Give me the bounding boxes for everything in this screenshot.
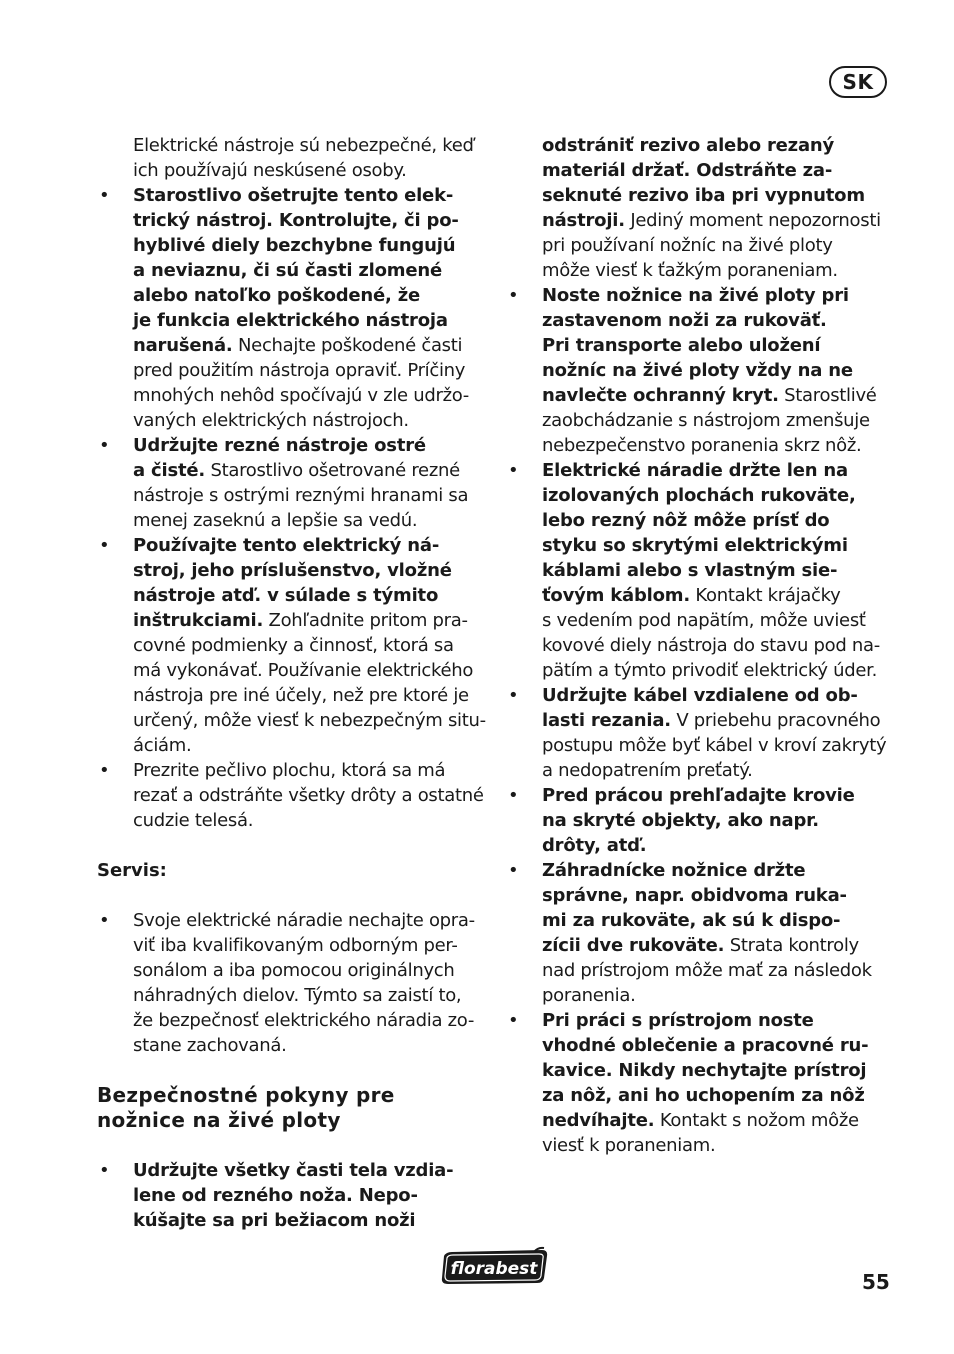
text-line	[133, 633, 477, 658]
text-line	[542, 933, 894, 958]
regular-text: covné podmienky a činnosť, ktorá sa	[133, 635, 454, 656]
text-line	[542, 208, 894, 233]
left-bullet-list	[97, 183, 486, 833]
intro-line: Elektrické nástroje sú nebezpečné, keď	[133, 135, 474, 156]
text-line	[133, 208, 477, 233]
bullet-dot-icon: •	[99, 1160, 110, 1181]
bullet-dot-icon: •	[99, 435, 110, 456]
bold-text: kavice. Nikdy nechytajte prístroj	[542, 1060, 867, 1081]
bold-text: a čisté.	[133, 460, 206, 481]
bullet-item	[97, 433, 477, 533]
text-line	[133, 233, 477, 258]
bold-text: lasti rezania.	[542, 710, 671, 731]
bullet-item	[97, 1158, 477, 1233]
regular-text: kovové diely nástroja do stavu pod na-	[542, 635, 880, 656]
bold-text: zícii dve rukoväte.	[542, 935, 725, 956]
regular-text: nebezpečenstvo poranenia skrz nôž.	[542, 435, 862, 456]
text-line	[133, 608, 477, 633]
text-line	[133, 283, 477, 308]
bullet-dot-icon: •	[508, 285, 519, 306]
text-line	[133, 933, 477, 958]
bold-text: Pri transporte alebo uložení	[542, 335, 821, 356]
text-line	[542, 133, 894, 158]
regular-text: náhradných dielov. Týmto sa zaistí to,	[133, 985, 462, 1006]
bullet-dot-icon: •	[99, 910, 110, 931]
hedge-bullet-list	[97, 1158, 477, 1233]
text-line	[542, 483, 894, 508]
bullet-dot-icon: •	[99, 535, 110, 556]
regular-text: Zohľadnite pritom pra-	[263, 610, 468, 631]
regular-text: vaných elektrických nástrojoch.	[133, 410, 409, 431]
text-line	[542, 783, 894, 808]
regular-text: poranenia.	[542, 985, 636, 1006]
bold-text: Pri práci s prístrojom noste	[542, 1010, 814, 1031]
text-line	[542, 533, 894, 558]
bullet-item	[506, 283, 894, 458]
text-line	[133, 983, 477, 1008]
text-line	[542, 983, 894, 1008]
regular-text: a nedopatrením preťatý.	[542, 760, 753, 781]
bullet-dot-icon: •	[99, 185, 110, 206]
bold-text: seknuté rezivo iba pri vypnutom	[542, 185, 865, 206]
regular-text: nad prístrojom môže mať za následok	[542, 960, 872, 981]
right-column	[506, 133, 894, 1158]
regular-text: pri používaní nožníc na živé ploty	[542, 235, 833, 256]
regular-text: viť iba kvalifikovaným odborným per-	[133, 935, 458, 956]
page-number: 55	[862, 1270, 890, 1294]
bold-text: drôty, atď.	[542, 835, 647, 856]
text-line	[133, 1033, 477, 1058]
bullet-item	[97, 533, 486, 758]
section-heading-line: nožnice na živé ploty	[97, 1108, 341, 1132]
bold-text: za nôž, ani ho uchopením za nôž	[542, 1085, 865, 1106]
regular-text: Svoje elektrické náradie nechajte opra-	[133, 910, 475, 931]
bold-text: káblami alebo s vlastným sie-	[542, 560, 838, 581]
text-line	[133, 433, 477, 458]
bold-text: vhodné oblečenie a pracovné ru-	[542, 1035, 869, 1056]
regular-text: určený, môže viesť k nebezpečným situ-	[133, 710, 486, 731]
bullet-dot-icon: •	[508, 685, 519, 706]
regular-text: pred použitím nástroja opraviť. Príčiny	[133, 360, 466, 381]
text-line	[133, 258, 477, 283]
bold-text: trický nástroj. Kontrolujte, či po-	[133, 210, 459, 231]
regular-text: pätím a týmto privodiť elektrický úder.	[542, 660, 878, 681]
section-heading-line: Bezpečnostné pokyny pre	[97, 1083, 395, 1107]
text-line	[542, 158, 894, 183]
text-line	[542, 333, 894, 358]
bold-text: Udržujte všetky časti tela vzdia-	[133, 1160, 454, 1181]
regular-text: môže viesť k ťažkým poraneniam.	[542, 260, 838, 281]
bullet-item	[506, 783, 894, 858]
bold-text: Noste nožnice na živé ploty pri	[542, 285, 849, 306]
bold-text: je funkcia elektrického nástroja	[133, 310, 448, 331]
regular-text: zaobchádzanie s nástrojom zmenšuje	[542, 410, 870, 431]
bullet-item	[506, 1008, 894, 1158]
bold-text: Pred prácou prehľadajte krovie	[542, 785, 855, 806]
text-line	[133, 783, 484, 808]
continuation-paragraph	[542, 133, 894, 283]
regular-text: sonálom a iba pomocou originálnych	[133, 960, 455, 981]
text-line	[133, 1208, 477, 1233]
regular-text: Jediný moment nepozornosti	[624, 210, 881, 231]
intro-paragraph	[133, 133, 477, 183]
bold-text: hyblivé diely bezchybne fungujú	[133, 235, 456, 256]
service-heading: Servis:	[97, 860, 167, 881]
text-line	[133, 308, 477, 333]
bold-text: lene od rezného noža. Nepo-	[133, 1185, 418, 1206]
text-line	[133, 908, 477, 933]
text-line	[133, 183, 477, 208]
text-line	[542, 883, 894, 908]
bold-text: nožníc na živé ploty vždy na ne	[542, 360, 853, 381]
bold-text: a neviaznu, či sú časti zlomené	[133, 260, 442, 281]
bold-text: Starostlivo ošetrujte tento elek-	[133, 185, 454, 206]
regular-text: Prezrite pečlivo plochu, ktorá sa má	[133, 760, 446, 781]
text-line	[542, 733, 894, 758]
bold-text: kúšajte sa pri bežiacom noži	[133, 1210, 416, 1231]
text-line	[542, 1033, 894, 1058]
text-line	[542, 1083, 894, 1108]
logo-text: florabest	[450, 1259, 538, 1279]
florabest-logo	[438, 1246, 550, 1288]
bullet-dot-icon: •	[508, 785, 519, 806]
text-line	[542, 658, 894, 683]
bold-text: Udržujte rezné nástroje ostré	[133, 435, 426, 456]
text-line	[542, 433, 894, 458]
regular-text: má vykonávať. Používanie elektrického	[133, 660, 474, 681]
regular-text: Nechajte poškodené časti	[232, 335, 463, 356]
left-column	[97, 133, 486, 1233]
text-line	[542, 1058, 894, 1083]
section-heading	[97, 1083, 477, 1133]
bullet-dot-icon: •	[508, 460, 519, 481]
text-line	[542, 958, 894, 983]
bold-text: alebo natoľko poškodené, že	[133, 285, 421, 306]
regular-text: nástroje s ostrými reznými hranami sa	[133, 485, 469, 506]
text-line	[542, 808, 894, 833]
regular-text: že bezpečnosť elektrického náradia zo-	[133, 1010, 475, 1031]
language-badge: SK	[829, 66, 887, 98]
regular-text: Starostlivo ošetrované rezné	[205, 460, 460, 481]
bullet-dot-icon: •	[99, 760, 110, 781]
bullet-item	[97, 758, 484, 833]
bold-text: Záhradnícke nožnice držte	[542, 860, 806, 881]
text-line	[133, 683, 477, 708]
bullet-item	[506, 458, 894, 683]
regular-text: rezať a odstráňte všetky drôty a ostatné	[133, 785, 484, 806]
text-line	[542, 283, 894, 308]
regular-text: nástroja pre iné účely, než pre ktoré je	[133, 685, 469, 706]
bold-text: lebo rezný nôž môže prísť do	[542, 510, 830, 531]
text-line	[133, 483, 477, 508]
bullet-item	[97, 908, 477, 1058]
text-line	[542, 1133, 894, 1158]
text-line	[542, 183, 894, 208]
text-line	[133, 733, 477, 758]
regular-text: stane zachovaná.	[133, 1035, 287, 1056]
bold-text: inštrukciami.	[133, 610, 264, 631]
regular-text: viesť k poraneniam.	[542, 1135, 716, 1156]
text-line	[542, 758, 894, 783]
text-line	[542, 233, 894, 258]
text-line	[133, 383, 477, 408]
text-line	[542, 558, 894, 583]
right-bullet-list	[506, 283, 894, 1158]
text-line	[133, 508, 477, 533]
text-line	[133, 658, 477, 683]
text-line	[133, 533, 477, 558]
bold-text: Používajte tento elektrický ná-	[133, 535, 440, 556]
text-line	[542, 858, 894, 883]
bold-text: narušená.	[133, 335, 233, 356]
bold-text: styku so skrytými elektrickými	[542, 535, 848, 556]
text-line	[133, 1008, 477, 1033]
regular-text: mnohých nehôd spočívajú v zle udržo-	[133, 385, 469, 406]
bold-text: stroj, jeho príslušenstvo, vložné	[133, 560, 452, 581]
text-line	[133, 358, 477, 383]
bold-text: materiál držať. Odstráňte za-	[542, 160, 833, 181]
regular-text: Starostlivé	[778, 385, 877, 406]
text-line	[542, 1008, 894, 1033]
bold-text: nástroji.	[542, 210, 625, 231]
text-line	[133, 458, 477, 483]
bold-text: ťovým káblom.	[542, 585, 690, 606]
regular-text: áciám.	[133, 735, 192, 756]
text-line	[542, 358, 894, 383]
text-line	[133, 958, 477, 983]
bold-text: zastavenom noži za rukoväť.	[542, 310, 827, 331]
text-line	[542, 583, 894, 608]
text-line	[133, 408, 477, 433]
service-bullet-list	[97, 908, 477, 1058]
text-line	[542, 308, 894, 333]
text-line	[133, 558, 477, 583]
text-line	[542, 608, 894, 633]
bullet-item	[506, 683, 894, 783]
regular-text: menej zaseknú a lepšie sa vedú.	[133, 510, 418, 531]
bullet-dot-icon: •	[508, 1010, 519, 1031]
bold-text: mi za rukoväte, ak sú k dispo-	[542, 910, 841, 931]
bullet-item	[506, 858, 894, 1008]
text-line	[542, 708, 894, 733]
regular-text: s vedením pod napätím, môže uviesť	[542, 610, 866, 631]
text-line	[542, 458, 894, 483]
text-line	[542, 408, 894, 433]
text-line	[542, 833, 894, 858]
bold-text: Elektrické náradie držte len na	[542, 460, 848, 481]
text-line	[133, 1183, 477, 1208]
regular-text: Strata kontroly	[724, 935, 859, 956]
text-line	[542, 383, 894, 408]
text-line	[542, 633, 894, 658]
regular-text: cudzie telesá.	[133, 810, 254, 831]
bold-text: navlečte ochranný kryt.	[542, 385, 779, 406]
text-line	[542, 683, 894, 708]
text-line	[133, 758, 477, 783]
intro-line: ich používajú neskúsené osoby.	[133, 160, 407, 181]
text-line	[133, 333, 477, 358]
bold-text: izolovaných plochách rukoväte,	[542, 485, 856, 506]
text-line	[133, 1158, 477, 1183]
text-line	[542, 258, 894, 283]
text-line	[542, 908, 894, 933]
regular-text: postupu môže byť kábel v kroví zakrytý	[542, 735, 887, 756]
regular-text: Kontakt s nožom môže	[654, 1110, 859, 1131]
bold-text: nástroje atď. v súlade s týmito	[133, 585, 439, 606]
text-line	[133, 708, 486, 733]
bold-text: nedvíhajte.	[542, 1110, 655, 1131]
bold-text: na skryté objekty, ako napr.	[542, 810, 819, 831]
bullet-dot-icon: •	[508, 860, 519, 881]
text-line	[542, 508, 894, 533]
regular-text: V priebehu pracovného	[670, 710, 881, 731]
text-line	[133, 583, 477, 608]
regular-text: Kontakt krájačky	[690, 585, 841, 606]
bold-text: Udržujte kábel vzdialene od ob-	[542, 685, 858, 706]
bold-text: odstrániť rezivo alebo rezaný	[542, 135, 835, 156]
text-line	[133, 808, 477, 833]
text-line	[542, 1108, 894, 1133]
bullet-item	[97, 183, 477, 433]
bold-text: správne, napr. obidvoma ruka-	[542, 885, 847, 906]
